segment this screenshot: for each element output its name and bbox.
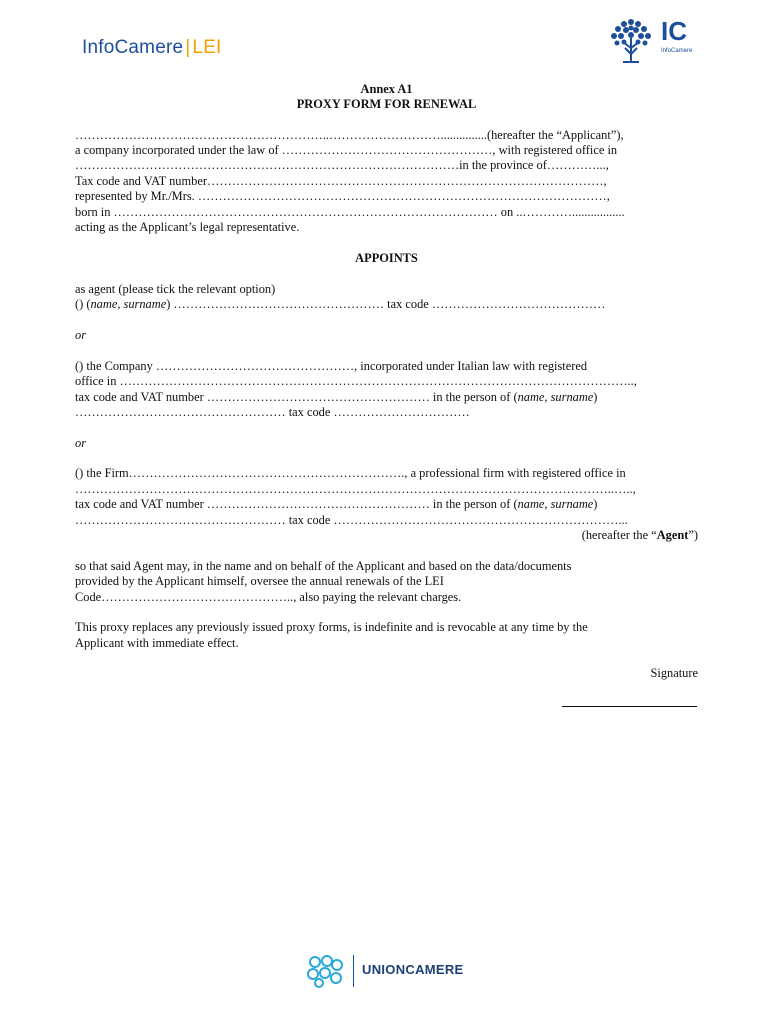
- annex-label: Annex A1: [360, 82, 413, 96]
- proxy-line-2: Applicant with immediate effect.: [75, 636, 239, 650]
- applicant-line-6: born in ………………………………………………………………………………… on ..………….................: [75, 205, 625, 219]
- company-line-2: office in ……………………………………………………………………………………………………………..,: [75, 374, 637, 388]
- or-separator-2: or: [75, 436, 87, 450]
- company-line-4: …………………………………………… tax code ……………………………: [75, 405, 470, 419]
- logo-separator: |: [185, 37, 191, 58]
- tree-icon: [605, 16, 657, 66]
- footer-separator: [353, 955, 354, 987]
- hereafter-agent-pre: (hereafter the “: [581, 528, 657, 542]
- purpose-line-3: Code……………………………………….., also paying the relevant charges.: [75, 590, 462, 604]
- or-separator-1: or: [75, 328, 87, 342]
- appoints-heading: APPOINTS: [355, 251, 418, 265]
- firm-tax-code-text: tax code and VAT number ……………………………………………… in the person of (: [75, 497, 518, 511]
- name-surname-label: name, surname: [90, 297, 167, 311]
- company-line-1[interactable]: () the Company …………………………………………, incorporated under Italian law with registered: [75, 359, 588, 373]
- hereafter-agent: [75, 528, 698, 543]
- company-line-3: [75, 390, 698, 405]
- paren-close: ): [593, 497, 598, 511]
- purpose-line-2: provided by the Applicant himself, oversee the annual renewals of the LEI: [75, 574, 444, 588]
- ic-logo: [605, 16, 700, 66]
- proxy-line-1: This proxy replaces any previously issued proxy forms, is indefinite and is revocable at any time by the: [75, 620, 588, 634]
- agent-term: Agent: [656, 528, 689, 542]
- company-tax-code-text: tax code and VAT number ……………………………………………… in the person of (: [75, 390, 518, 404]
- document-title: PROXY FORM FOR RENEWAL: [296, 97, 477, 111]
- option-person: [75, 297, 698, 312]
- option-person-fields: ) …………………………………………… tax code ……………………………………: [166, 297, 606, 311]
- paren-close: ): [593, 390, 598, 404]
- applicant-line-2: a company incorporated under the law of ……………………………………………, with registered office in: [75, 143, 618, 157]
- option-person-checkbox[interactable]: () (: [75, 297, 91, 311]
- signature-label: Signature: [650, 666, 698, 680]
- signature-line[interactable]: [562, 706, 697, 707]
- unioncamere-emblem-icon: [305, 953, 345, 989]
- hereafter-agent-post: ”): [688, 528, 698, 542]
- ic-logo-text: IC: [661, 16, 687, 46]
- firm-line-3: [75, 497, 698, 512]
- applicant-line-4: Tax code and VAT number……………………………………………………………………………………,: [75, 174, 607, 188]
- logo-text-lei: LEI: [192, 37, 222, 58]
- unioncamere-text: UNIONCAMERE: [362, 962, 464, 977]
- applicant-line-7: acting as the Applicant’s legal representative.: [75, 220, 300, 234]
- logo-text-infocamere: InfoCamere: [82, 37, 184, 58]
- firm-line-4: …………………………………………… tax code ……………………………………………………………...: [75, 513, 628, 527]
- applicant-line-1: ……………………………………………………..………………………...............(hereafter the “Applicant”),: [75, 128, 624, 142]
- ic-logo-subtext: InfoCamere: [661, 48, 693, 54]
- name-surname-label: name, surname: [517, 390, 594, 404]
- name-surname-label: name, surname: [517, 497, 594, 511]
- firm-line-1[interactable]: () the Firm…………………………………………………………., a professional firm with registered office in: [75, 466, 626, 480]
- unioncamere-logo: [305, 953, 485, 989]
- infocamere-lei-logo: [82, 37, 222, 59]
- firm-line-2: …………………………………………………………………………………………………………………..…..,: [75, 482, 636, 496]
- purpose-line-1: so that said Agent may, in the name and on behalf of the Applicant and based on the data/documents: [75, 559, 572, 573]
- agent-intro: as agent (please tick the relevant option): [75, 282, 276, 296]
- applicant-line-3: …………………………………………………………………………………in the province of…………...,: [75, 158, 609, 172]
- applicant-line-5: represented by Mr./Mrs. ………………………………………………………………………………………,: [75, 189, 610, 203]
